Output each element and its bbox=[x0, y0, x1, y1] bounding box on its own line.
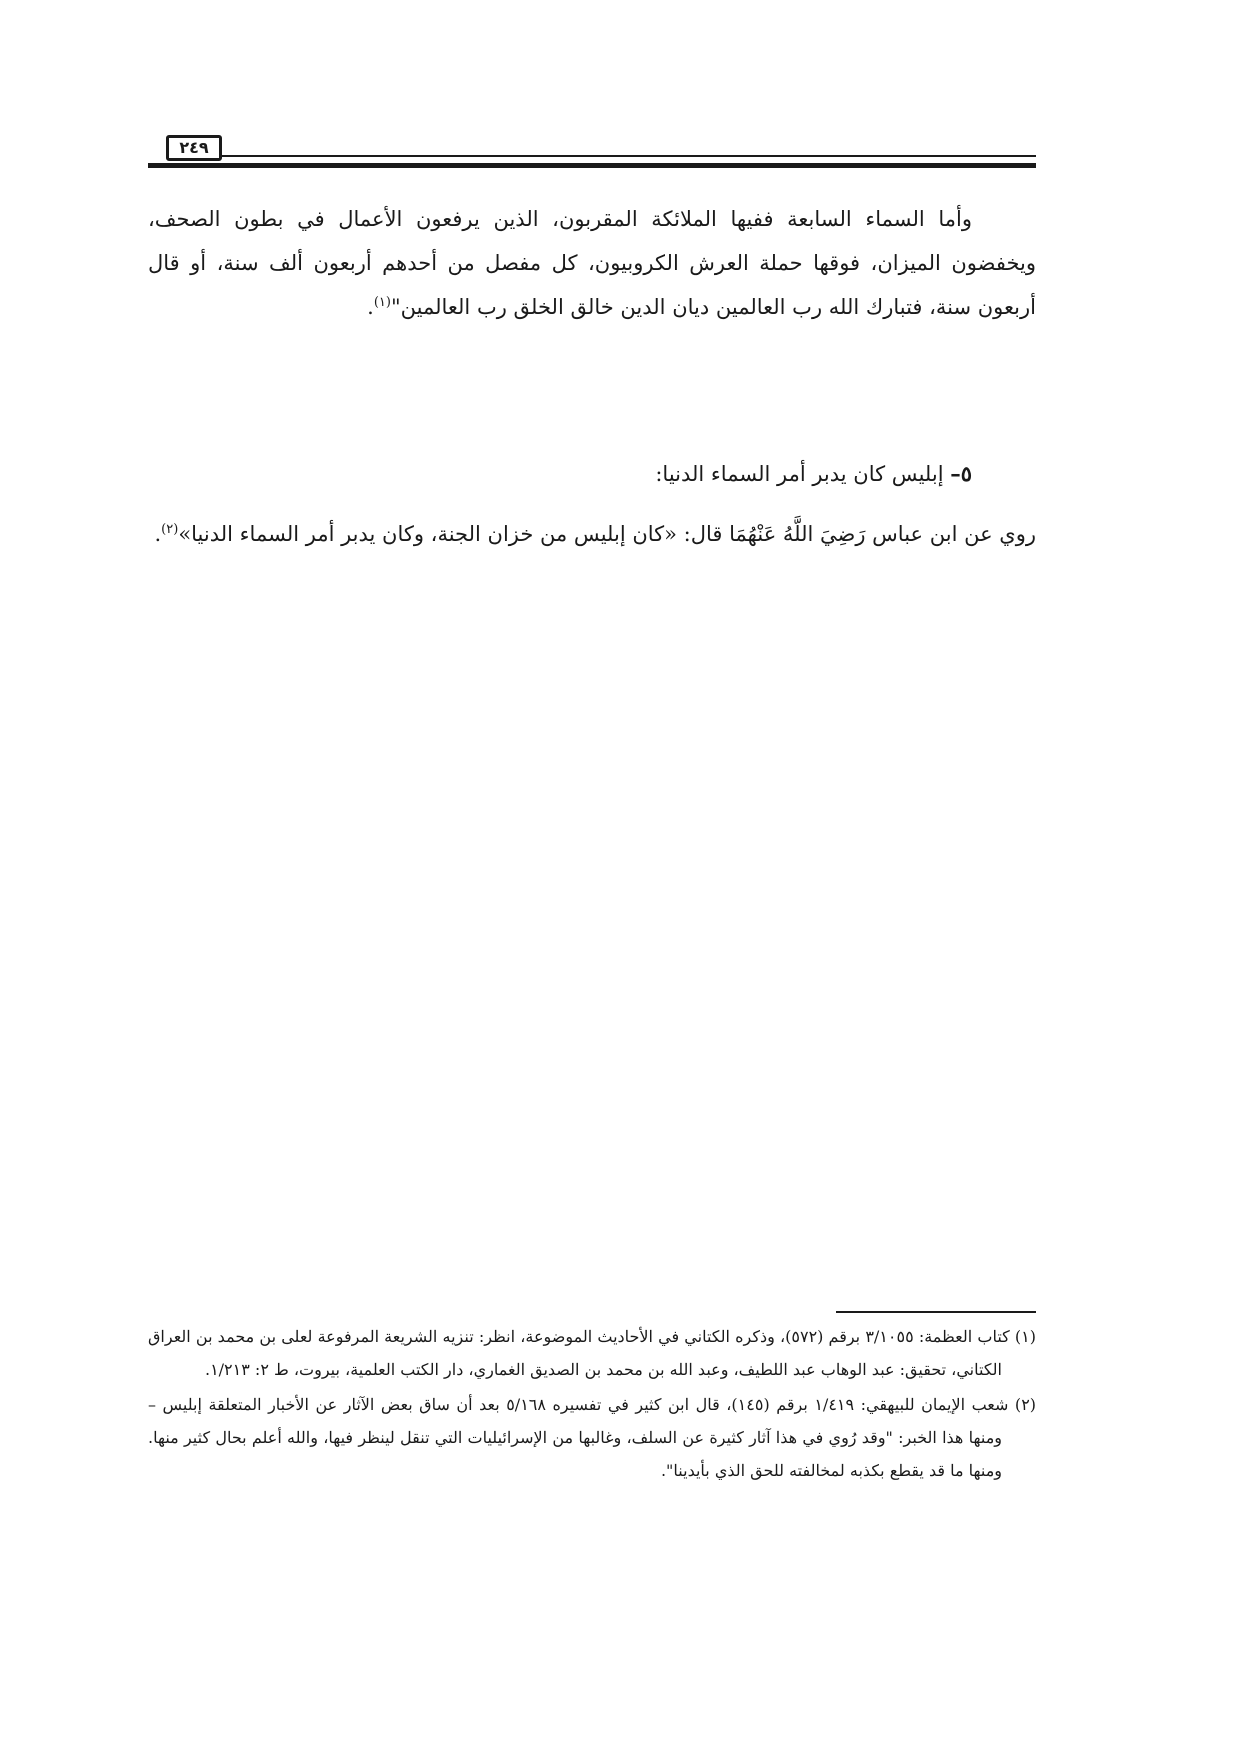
header-rule-thin bbox=[222, 155, 1036, 157]
page-number: ٢٤٩ bbox=[166, 135, 222, 161]
header-rule-thick bbox=[148, 163, 1036, 168]
footnote-1: (١) كتاب العظمة: ٣/١٠٥٥ برقم (٥٧٢)، وذكره الكتاني في الأحاديث الموضوعة، انظر: تنزيه الشريعة المرفوعة لعلى بن محمد بن العراق الكتاني، تحقيق: عبد الوهاب عبد اللطيف، وعبد الله بن محمد بن الصديق الغماري، دار الكتب العلمية، بيروت، ط ٢: ١/٢١٣. bbox=[148, 1327, 1037, 1379]
section-title: إبليس كان يدبر أمر السماء الدنيا: bbox=[655, 462, 951, 486]
paragraph-2-end: . bbox=[154, 522, 162, 546]
footnote-2: (٢) شعب الإيمان للبيهقي: ١/٤١٩ برقم (١٤٥)، قال ابن كثير في تفسيره ٥/١٦٨ بعد أن ساق بعض الآثار عن الأخبار المتعلقة إبليس – ومنها هذا الخبر: "وقد رُوي في هذا آثار كثيرة عن السلف، وغالبها من الإسرائيليات التي تنقل لينظر فيها، والله أعلم بحال كثير منها. ومنها ما قد يقطع بكذبه لمخالفته للحق الذي بأيدينا". bbox=[148, 1395, 1037, 1480]
section-number: ٥– bbox=[950, 461, 972, 486]
footnote-ref-2[interactable]: (٢) bbox=[161, 522, 179, 537]
page-header bbox=[148, 133, 1036, 167]
footnotes bbox=[148, 1320, 1036, 1489]
paragraph-2-text: روي عن ابن عباس رَضِيَ اللَّهُ عَنْهُمَا قال: «كان إبليس من خزان الجنة، وكان يدبر أمر السماء الدنيا» bbox=[178, 522, 1036, 546]
paragraph-1-text: وأما السماء السابعة ففيها الملائكة المقربون، الذين يرفعون الأعمال في بطون الصحف، ويخفضون الميزان، فوقها حملة العرش الكروبيون، كل مفصل من أحدهم أربعون ألف سنة، أو قال أربعون سنة، فتبارك الله رب العالمين ديان الدين خالق الخلق رب العالمين" bbox=[148, 207, 1036, 319]
body-paragraph-1 bbox=[148, 197, 1036, 329]
paragraph-1-end: . bbox=[367, 295, 374, 319]
footnote-separator bbox=[836, 1311, 1036, 1313]
body-paragraph-2 bbox=[148, 512, 1036, 556]
footnote-ref-1[interactable]: (١) bbox=[373, 295, 391, 310]
section-heading bbox=[148, 452, 1036, 496]
